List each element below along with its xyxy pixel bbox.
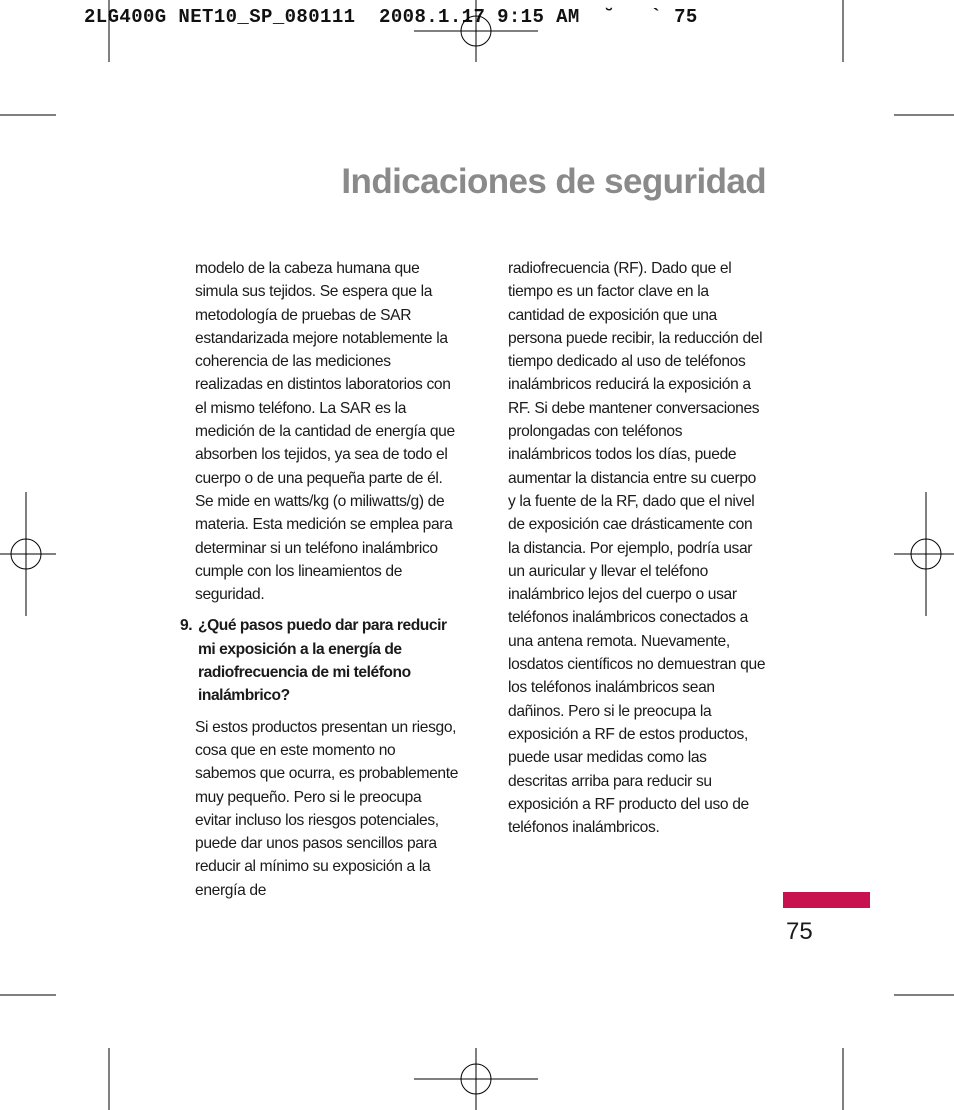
question-number: 9. (180, 617, 193, 635)
intro-paragraph: modelo de la cabeza humana que simula sus tejidos. Se espera que la metodología de pruebas de SAR estandarizada mejore notablemente la coherencia de las mediciones realizadas en distintos laboratorios con el mismo teléfono. La SAR es la medición de la cantidad de energía que absorben los tejidos, ya sea de todo el cuerpo o de una pequeña parte de él. Se mide en watts/kg (o miliwatts/g) de materia. Esta medición se emplea para determinar si un teléfono inalámbrico cumple con los lineamientos de seguridad. (195, 260, 455, 604)
registration-mark-right (894, 492, 954, 616)
page-title: Indicaciones de seguridad (341, 162, 766, 201)
page-accent-bar (783, 892, 870, 908)
page-number: 75 (786, 918, 813, 945)
right-paragraph: radiofrecuencia (RF). Dado que el tiempo es un factor clave en la cantidad de exposición que una persona puede recibir, la reducción del tiempo dedicado al uso de teléfonos inalámbricos reducirá la exposición a RF. Si debe mantener conversaciones prolongadas con teléfonos inalámbricos todos los días, puede aumentar la distancia entre su cuerpo y la fuente de la RF, dado que el nivel de exposición cae drásticamente con la distancia. Por ejemplo, podría usar un auricular y llevar el teléfono inalámbrico lejos del cuerpo o usar teléfonos inalámbricos conectados a una antena remota. Nuevamente, losdatos científicos no demuestran que los teléfonos inalámbricos sean dañinos. Pero si le preocupa la exposición a RF de estos productos, puede usar medidas como las descritas arriba para reducir su exposición a RF producto del uso de teléfonos inalámbricos. (508, 260, 766, 837)
question-text: ¿Qué pasos puedo dar para reducir mi exposición a la energía de radiofrecuencia de mi teléfono inalámbrico? (198, 617, 447, 705)
answer-paragraph: Si estos productos presentan un riesgo, cosa que en este momento no sabemos que ocurra, es probablemente muy pequeño. Pero si le preocupa evitar incluso los riesgos potenciales, puede dar unos pasos sencillos para reducir al mínimo su exposición a la energía de (195, 718, 459, 899)
registration-mark-top (414, 0, 538, 62)
registration-mark-left (0, 492, 56, 616)
right-column (508, 257, 766, 839)
question-heading (180, 614, 460, 707)
left-column (180, 257, 460, 902)
print-slug: 2LG400G NET10_SP_080111 2008.1.17 9:15 AM ˘ ` 75 (84, 6, 698, 28)
registration-mark-bottom (414, 1048, 538, 1110)
